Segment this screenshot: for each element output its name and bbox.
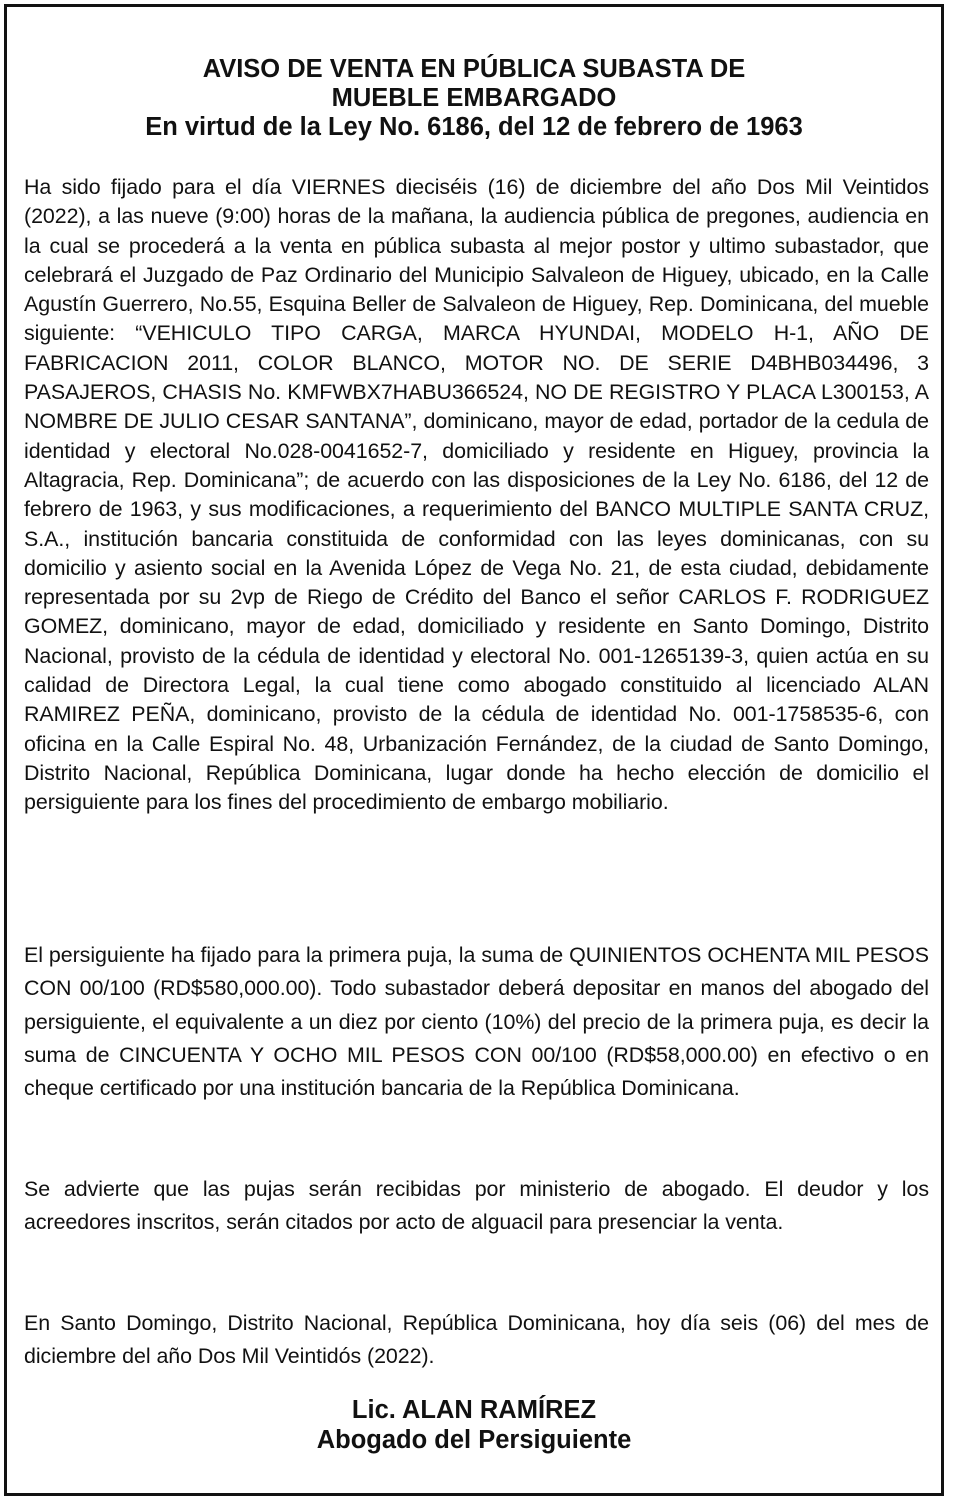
paragraph-bids-notice: Se advierte que las pujas serán recibidas por ministerio de abogado. El deudor y los acreedores inscritos, serán citados por acto de alguacil para presenciar la venta. xyxy=(24,1177,929,1235)
paragraph-first-bid: El persiguiente ha fijado para la primera puja, la suma de QUINIENTOS OCHENTA MIL PESOS CON 00/100 (RD$580,000.00). Todo subastador deberá depositar en manos del abogado del persiguiente, el equivalente a un diez por ciento (10%) del precio de la primera puja, es decir la suma de CINCUENTA Y OCHO MIL PESOS CON 00/100 (RD$58,000.00) en efectivo o en cheque certificado por una institución bancaria de la República Dominicana. xyxy=(24,943,929,1101)
notice-header xyxy=(7,55,941,142)
notice-subtitle: En virtud de la Ley No. 6186, del 12 de febrero de 1963 xyxy=(145,113,803,141)
signature-block xyxy=(7,1395,941,1455)
notice-title-line-2: MUEBLE EMBARGADO xyxy=(331,84,617,112)
notice-title-line-1: AVISO DE VENTA EN PÚBLICA SUBASTA DE xyxy=(202,55,746,83)
signature-name: Lic. ALAN RAMÍREZ xyxy=(351,1396,597,1424)
paragraph-place-date: En Santo Domingo, Distrito Nacional, República Dominicana, hoy día seis (06) del mes de diciembre del año Dos Mil Veintidós (2022). xyxy=(24,1311,929,1369)
paragraph-auction-details: Ha sido fijado para el día VIERNES dieciséis (16) de diciembre del año Dos Mil Veintidos (2022), a las nueve (9:00) horas de la mañana, la audiencia pública de pregones, audiencia en la cual se procederá a la venta en pública subasta al mejor postor y ultimo subastador, que celebrará el Juzgado de Paz Ordinario del Municipio Salvaleon de Higuey, ubicado, en la Calle Agustín Guerrero, No.55, Esquina Beller de Salvaleon de Higuey, Rep. Dominicana, del mueble siguiente: “VEHICULO TIPO CARGA, MARCA HYUNDAI, MODELO H-1, AÑO DE FABRICACION 2011, COLOR BLANCO, MOTOR NO. DE SERIE D4BHB034496, 3 PASAJEROS, CHASIS No. KMFWBX7HABU366524, NO DE REGISTRO Y PLACA L300153, A NOMBRE DE JULIO CESAR SANTANA”, dominicano, mayor de edad, portador de la cedula de identidad y electoral No.028-0041652-7, domiciliado y residente en Higuey, provincia la Altagracia, Rep. Dominicana”; de acuerdo con las disposiciones de la Ley No. 6186, del 12 de febrero de 1963, y sus modificaciones, a requerimiento del BANCO MULTIPLE SANTA CRUZ, S.A., institución bancaria constituida de conformidad con las leyes dominicanas, con su domicilio y asiento social en la Avenida López de Vega No. 21, de esta ciudad, debidamente representada por su 2vp de Riego de Crédito del Banco el señor CARLOS F. RODRIGUEZ GOMEZ, dominicano, mayor de edad, domiciliado y residente en Santo Domingo, Distrito Nacional, provisto de la cédula de identidad y electoral No. 001-1265139-3, quien actúa en su calidad de Directora Legal, la cual tiene como abogado constituido al licenciado ALAN RAMIREZ PEÑA, dominicano, provisto de la cédula de identidad No. 001-1758535-6, con oficina en la Calle Espiral No. 48, Urbanización Fernández, de la ciudad de Santo Domingo, Distrito Nacional, República Dominicana, lugar donde ha hecho elección de domicilio el persiguiente para los fines del procedimiento de embargo mobiliario. xyxy=(24,175,929,815)
signature-role: Abogado del Persiguiente xyxy=(316,1426,632,1454)
legal-notice xyxy=(4,4,944,1496)
